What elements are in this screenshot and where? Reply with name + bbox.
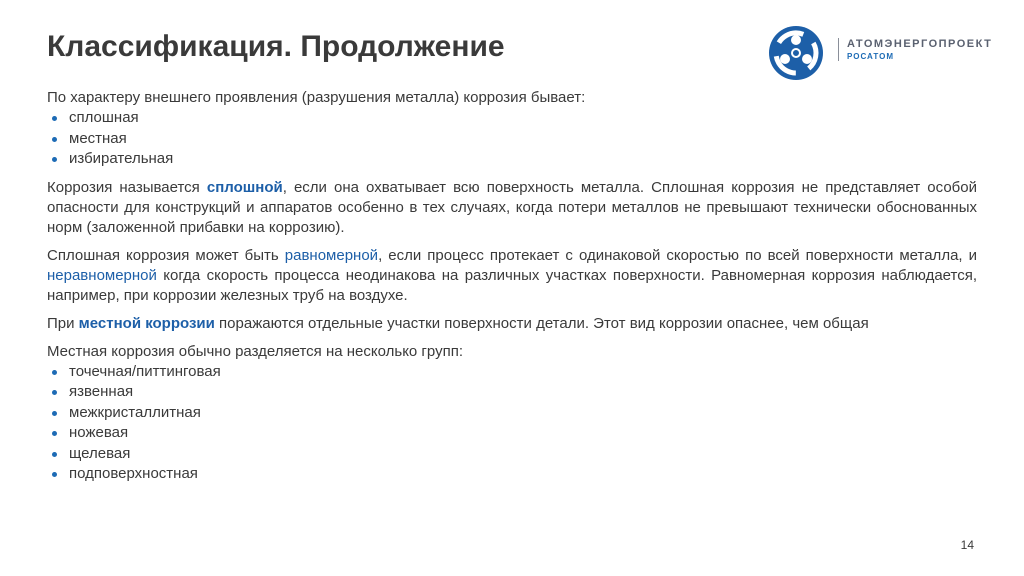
logo-sub: РОСАТОМ [847,52,894,61]
intro-list [47,108,977,170]
local-groups-text: Местная коррозия обычно разделяется на несколько групп: [47,342,463,360]
list-item: местная [69,129,977,150]
list-item: ножевая [69,423,977,444]
page-number: 14 [960,538,974,552]
logo-text [838,38,992,61]
local-groups-list [47,362,977,485]
list-item: межкристаллитная [69,403,977,424]
paragraph-local [47,314,977,334]
rosatom-emblem-icon [766,24,828,82]
highlight-term: неравномерной [47,266,157,284]
list-item: избирательная [69,149,977,170]
list-item: сплошная [69,108,977,129]
page-title: Классификация. Продолжение [47,30,505,63]
text-run: Коррозия называется [47,178,207,196]
paragraph-uniform [47,178,977,238]
text-run: поражаются отдельные участки поверхности детали. Этот вид коррозии опаснее, чем общая [214,314,869,332]
list-item: подповерхностная [69,464,977,485]
text-run: Сплошная коррозия может быть [47,246,285,264]
list-item: щелевая [69,444,977,465]
highlight-term: сплошной [206,178,283,196]
paragraph-types [47,246,977,306]
rosatom-logo [766,24,993,82]
text-run: , если процесс протекает с одинаковой скоростью по всей поверхности металла, и [378,246,977,264]
text-run: когда скорость процесса неодинакова на различных участках поверхности. Равномерная коррозия наблюдается, например, при коррозии железных труб на воздухе. [47,266,977,304]
highlight-term: местной коррозии [78,314,215,332]
text-run: , если она охватывает всю поверхность металла. Сплошная коррозия не представляет особой опасности для конструкций и аппаратов особенно в тех случаях, когда потери металлов не превышают технически обоснованных норм (заложенной прибавки на коррозию). [47,178,977,236]
logo-name: АТОМЭНЕРГОПРОЕКТ [847,38,993,50]
list-item: точечная/питтинговая [69,362,977,383]
list-item: язвенная [69,382,977,403]
intro-text: По характеру внешнего проявления (разрушения металла) коррозия бывает: [47,89,586,106]
slide-content [47,88,977,485]
highlight-term: равномерной [284,246,379,264]
text-run: При [47,314,79,332]
